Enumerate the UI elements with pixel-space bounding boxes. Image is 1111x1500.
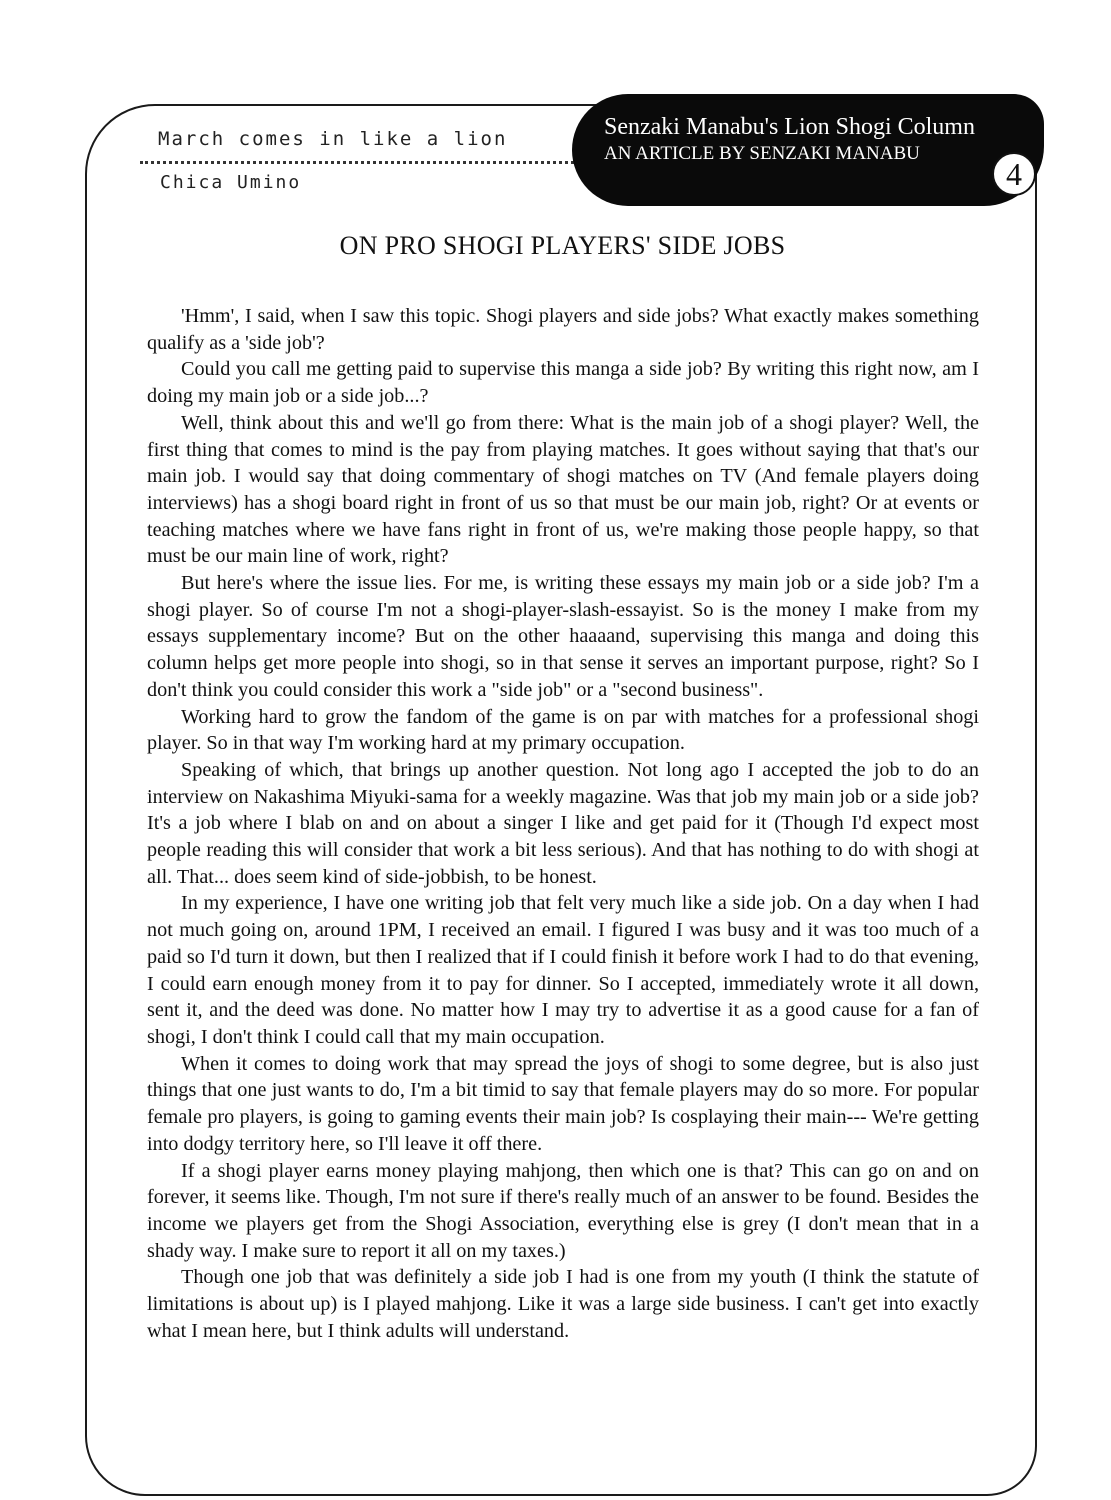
paragraph: Working hard to grow the fandom of the game is on par with matches for a professional shogi player. So in that way I'm working hard at my primary occupation.	[147, 705, 979, 755]
dotted-divider	[140, 161, 580, 164]
column-subtitle: AN ARTICLE BY SENZAKI MANABU	[604, 143, 920, 164]
paragraph: Speaking of which, that brings up another question. Not long ago I accepted the job to do an interview on Nakashima Miyuki-sama for a weekly magazine. Was that job my main job or a side job? It's a job where I blab on and on about a singer I like and get paid for it (Though I'd expect most people reading this will consider that work a bit less serious). And that has nothing to do with shogi at all. That... does seem kind of side-jobbish, to be honest.	[147, 758, 979, 888]
column-title: Senzaki Manabu's Lion Shogi Column	[604, 114, 975, 140]
issue-number-badge: 4	[992, 152, 1036, 196]
paragraph: Could you call me getting paid to supervise this manga a side job? By writing this right now, am I doing my main job or a side job...?	[147, 358, 979, 408]
paragraph: If a shogi player earns money playing mahjong, then which one is that? This can go on and on forever, it seems like. Though, I'm not sure if there's really much of an answer to be found. Besides the income we players get from the Shogi Association, everything else is grey (I don't mean that in a shady way. I make sure to report it all on my taxes.)	[147, 1159, 979, 1262]
paragraph: Though one job that was definitely a side job I had is one from my youth (I think the statute of limitations is about up) is I played mahjong. Like it was a large side business. I can't get into exactly what I mean here, but I think adults will understand.	[147, 1266, 979, 1342]
author-name: Chica Umino	[160, 172, 302, 193]
paragraph: But here's where the issue lies. For me, is writing these essays my main job or a side job? I'm a shogi player. So of course I'm not a shogi-player-slash-essayist. So is the money I make from my essays supplementary income? But on the other haaaand, supervising this manga and doing this column helps get more people into shogi, so in that sense it serves an important purpose, right? So I don't think you could consider this work a "side job" or a "second business".	[147, 572, 979, 701]
paragraph: When it comes to doing work that may spread the joys of shogi to some degree, but is also just things that one just wants to do, I'm a bit timid to say that female players may do so more. For popular female pro players, is going to gaming events their main job? Is cosplaying their main--- We're getting into dodgy territory here, so I'll leave it off there.	[147, 1052, 979, 1155]
article-body	[147, 303, 979, 1344]
paragraph: Well, think about this and we'll go from there: What is the main job of a shogi player? Well, the first thing that comes to mind is the pay from playing matches. It goes without saying that that's our main job. I would say that doing commentary of shogi matches on TV (And female players doing interviews) has a shogi board right in front of us so that must be our main job, right? Or at events or teaching matches where we have fans right in front of us, we're making those people happy, so that must be our main line of work, right?	[147, 411, 979, 568]
paragraph: 'Hmm', I said, when I saw this topic. Shogi players and side jobs? What exactly makes something qualify as a 'side job'?	[147, 305, 979, 354]
article-heading: ON PRO SHOGI PLAYERS' SIDE JOBS	[339, 231, 786, 260]
paragraph: In my experience, I have one writing job that felt very much like a side job. On a day when I had not much going on, around 1PM, I received an email. I figured I was busy and it was too much of a paid so I'd turn it down, but then I realized that if I could finish it before work I had to do that evening, I could earn enough money from it to pay for dinner. So I accepted, immediately wrote it all down, sent it, and the deed was done. No matter how I may try to advertise it as a good cause for a fan of shogi, I don't think I could call that my main occupation.	[147, 892, 979, 1048]
series-title: March comes in like a lion	[158, 128, 508, 150]
